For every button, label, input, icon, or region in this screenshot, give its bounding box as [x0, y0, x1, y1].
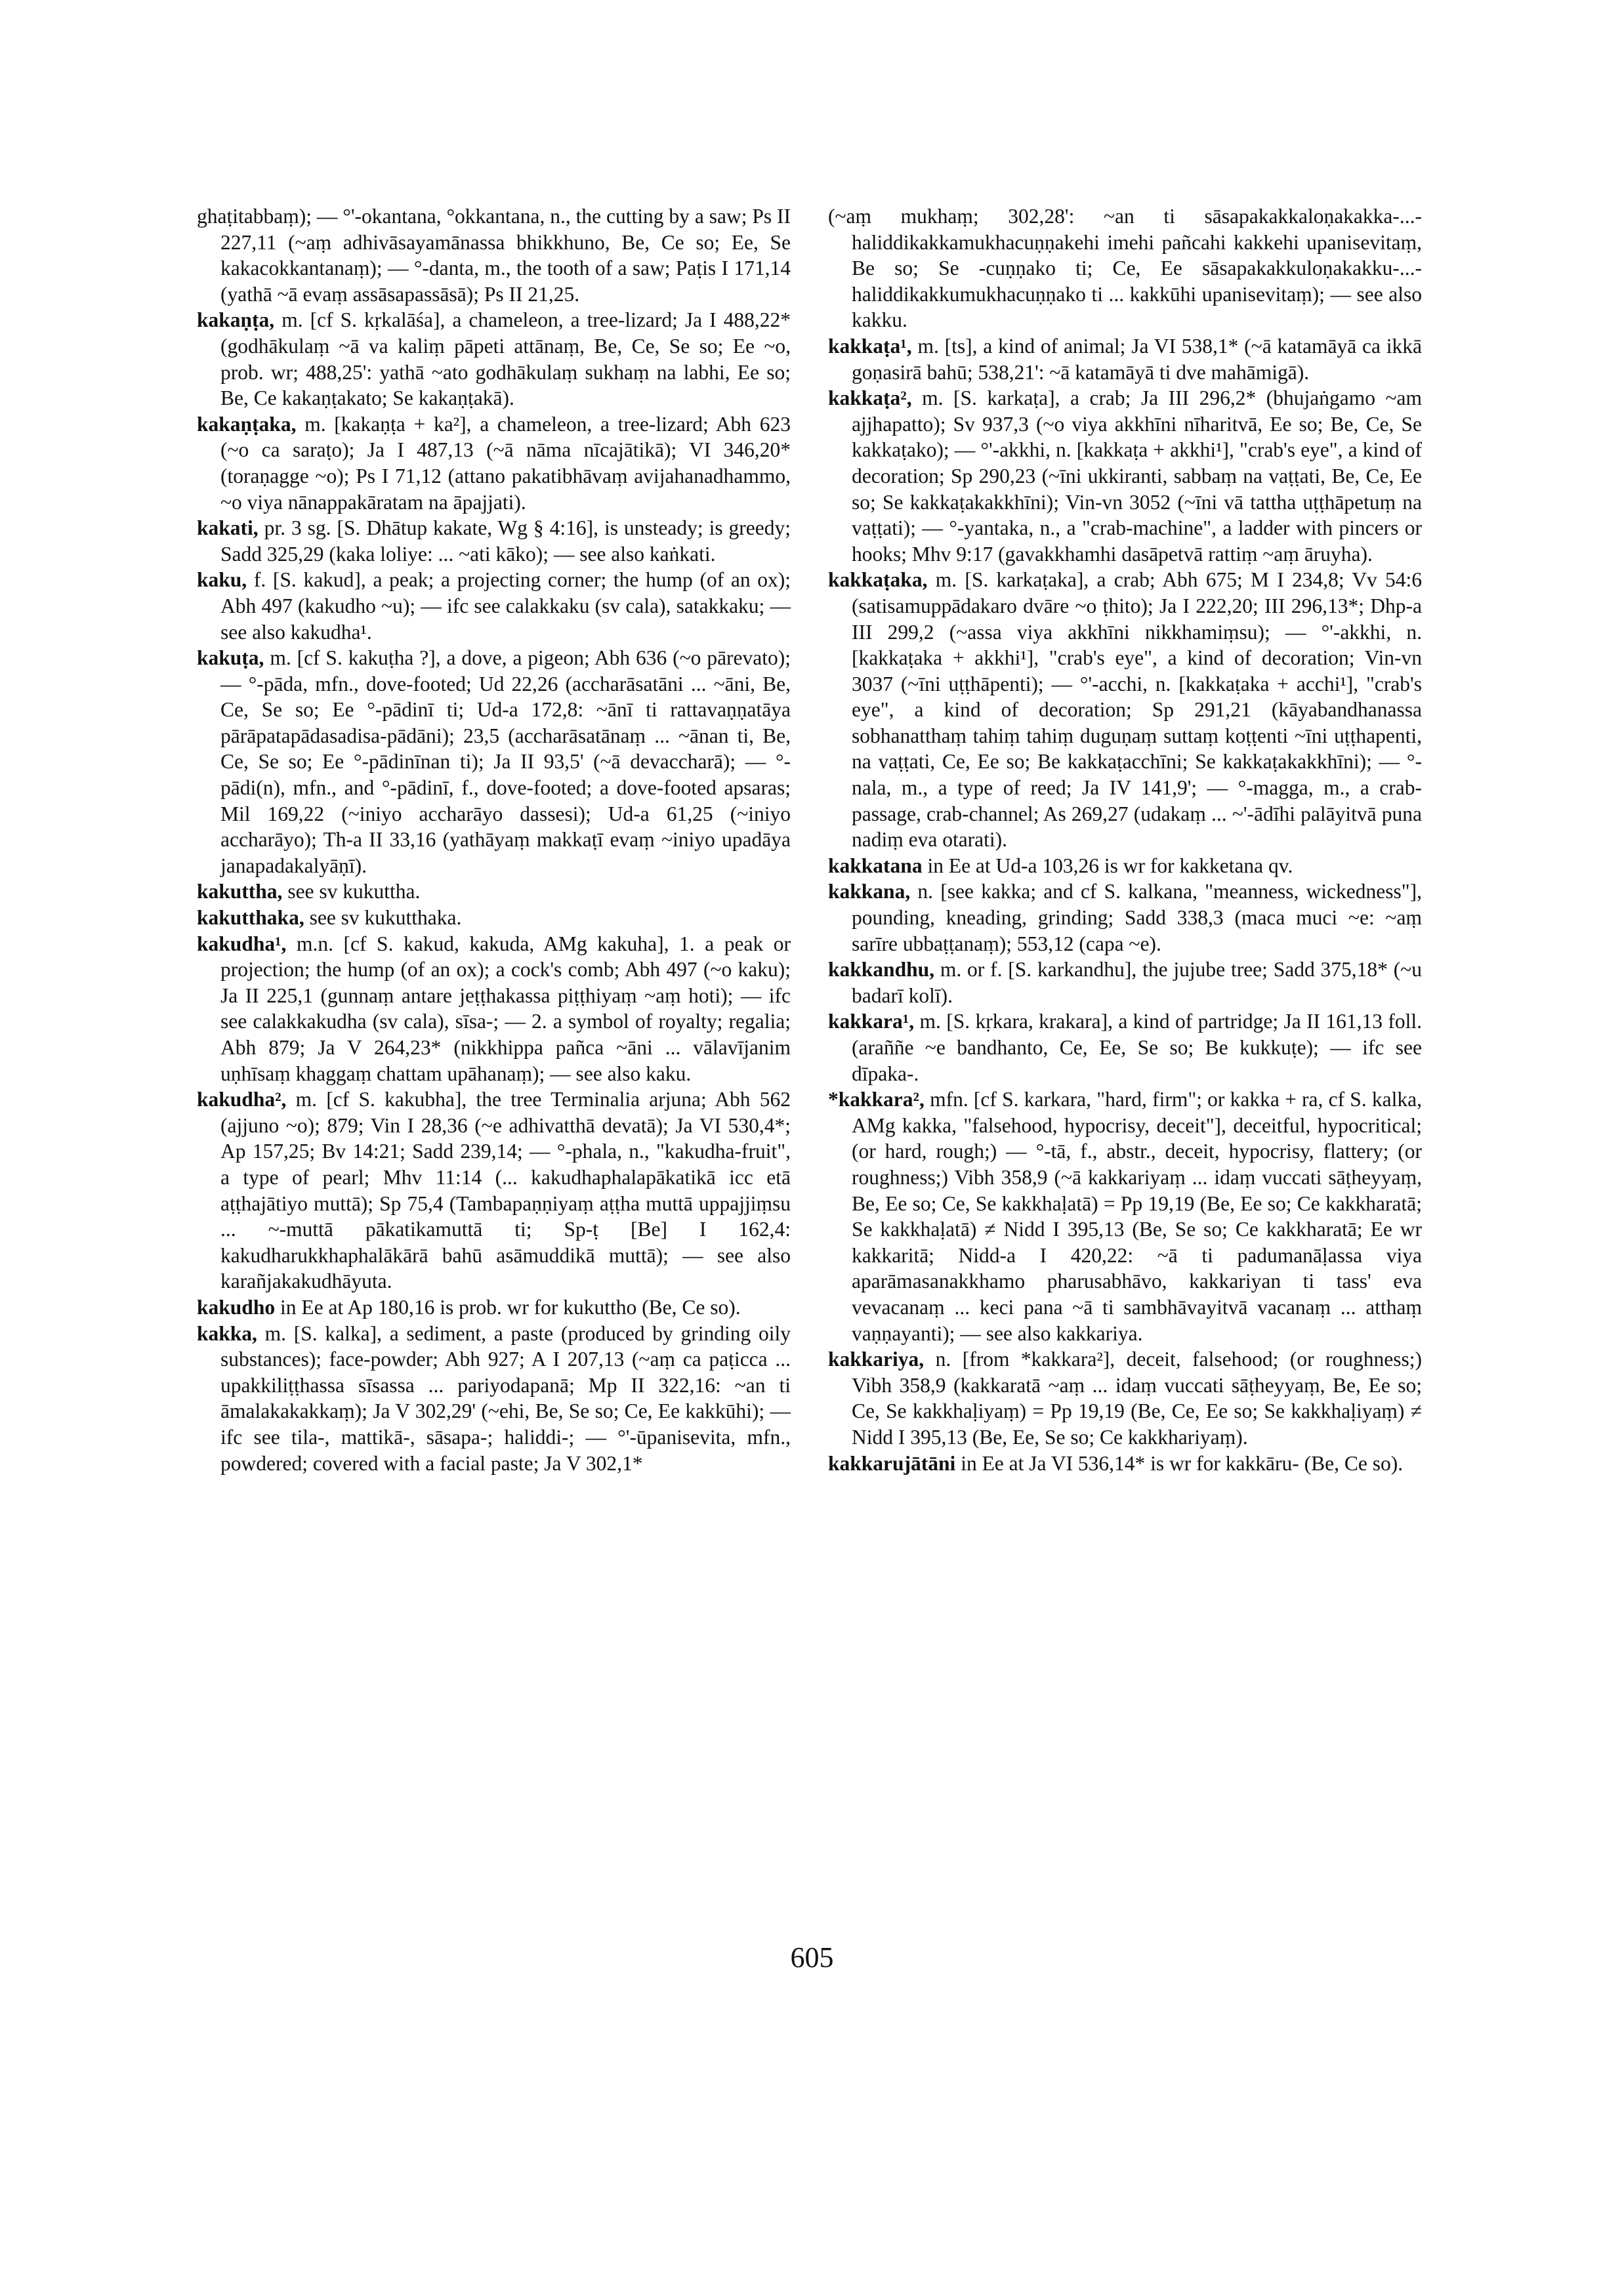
dictionary-entry	[828, 1008, 1422, 1086]
entry-headword: kakkarujātāni	[828, 1451, 956, 1475]
entry-headword: kakkara¹,	[828, 1010, 915, 1033]
dictionary-entry	[197, 515, 791, 567]
dictionary-entry	[197, 567, 791, 645]
entry-body: m.n. [cf S. kakud, kakuda, AMg kakuha], 1. a peak or projection; the hump (of an ox); a cock's comb; Abh 497 (~o kaku); Ja II 225,1 (gunnaṃ antare jeṭṭhakassa piṭṭhiyaṃ ~aṃ hoti); — ifc see calakkakudha (sv cala), sīsa-; — 2. a symbol of royalty; regalia; Abh 879; Ja V 264,23* (nikkhippa pañca ~āni ... vālavījanim uṇhīsaṃ khaggaṃ chattam upāhanaṃ); — see also kaku.	[220, 932, 791, 1085]
entry-headword: kakaṇṭa,	[197, 308, 275, 332]
entry-headword: kakudho	[197, 1295, 276, 1319]
entry-body: m. [cf S. kakuṭha ?], a dove, a pigeon; Abh 636 (~o pārevato); — °-pāda, mfn., dove-footed; Ud 22,26 (accharāsatāni ... ~āni, Be, Ce, Se so; Ee °-pādinī ti; Ud-a 172,8: ~ānī ti rattavaṇṇatāya pārāpatapādasadisa-pādāni); 23,5 (accharāsatānaṃ ... ~ānan ti, Be, Ce, Se so; Ee °-pādinīnan ti); Ja II 93,5' (~ā devaccharā); — °-pādi(n), mfn., and °-pādinī, f., dove-footed; a dove-footed apsaras; Mil 169,22 (~iniyo accharāyo dassesi); Ud-a 61,25 (~iniyo accharāyo); Th-a II 33,16 (yathāyaṃ makkaṭī evaṃ ~iniyo upadāya janapadakalyāṇī).	[220, 646, 791, 877]
entry-body: m. [S. karkaṭa], a crab; Ja III 296,2* (bhujaṅgamo ~am ajjhapatto); Sv 937,3 (~o viya akkhīni nīharitvā, Ee so; Be, Ce, Se kakkaṭako); — °'-akkhi, n. [kakkaṭa + akkhi¹], "crab's eye", a kind of decoration; Sp 290,23 (~īni ukkiranti, sabbaṃ na vaṭṭati, Be, Ce, Ee so; Se kakkaṭakakkhīni); Vin-vn 3052 (~īni vā tattha uṭṭhāpetuṃ na vaṭṭati); — °-yantaka, n., a "crab-machine", a ladder with pincers or hooks; Mhv 9:17 (gavakkhamhi dasāpetvā rattiṃ ~aṃ āruyha).	[852, 386, 1423, 566]
entry-body: m. [S. kṛkara, krakara], a kind of partridge; Ja II 161,13 foll. (araññe ~e bandhanto, Ce, Ee, Se so; Be kukkuṭe); — ifc see dīpaka-.	[852, 1010, 1423, 1085]
dictionary-entry	[197, 905, 791, 931]
entry-body: m. [cf S. kṛkalāśa], a chameleon, a tree-lizard; Ja I 488,22* (godhākulaṃ ~ā va kaliṃ pāpeti attānaṃ, Be, Ce, Se so; Ee ~o, prob. wr; 488,25': yathā ~ato godhākulaṃ sukhaṃ na labhi, Ee so; Be, Ce kakaṇṭakato; Se kakaṇṭakā).	[220, 308, 791, 410]
entry-body: n. [see kakka; and cf S. kalkana, "meanness, wickedness"], pounding, kneading, grinding; Sadd 338,3 (maca muci ~e: ~aṃ sarīre ubbaṭṭanaṃ); 553,12 (capa ~e).	[852, 880, 1422, 955]
dictionary-entry	[828, 1346, 1422, 1450]
entry-body: m. [ts], a kind of animal; Ja VI 538,1* (~ā katamāyā ca ikkā goṇasirā bahū; 538,21': ~ā katamāyā ti dve mahāmigā).	[852, 334, 1422, 384]
left-column	[197, 203, 791, 1476]
entry-headword: kakkariya,	[828, 1348, 925, 1371]
entry-headword: kakudha²,	[197, 1088, 287, 1111]
dictionary-entry	[828, 957, 1422, 1008]
dictionary-entry	[197, 203, 791, 307]
dictionary-entry	[197, 879, 791, 905]
dictionary-entry	[197, 1321, 791, 1477]
entry-headword: kakati,	[197, 516, 259, 540]
entry-headword: kaku,	[197, 568, 247, 592]
entry-headword: kakkandhu,	[828, 958, 935, 982]
entry-headword: kakka,	[197, 1321, 257, 1345]
entry-body: m. [kakaṇṭa + ka²], a chameleon, a tree-lizard; Abh 623 (~o ca saraṭo); Ja I 487,13 (~ā nāma nīcajātikā); VI 346,20* (toraṇagge ~o); Ps I 71,12 (attano pakatibhāvaṃ avijahanadhammo, ~o viya nānappakāratam na āpajjati).	[220, 412, 791, 514]
entry-body: see sv kukutthaka.	[309, 906, 462, 930]
entry-body: mfn. [cf S. karkara, "hard, firm"; or kakka + ra, cf S. kalka, AMg kakka, "falsehood, hypocrisy, deceit"], deceitful, hypocritical; (or hard, rough;) — °-tā, f., abstr., deceit, hypocrisy, flattery; (or roughness;) Vibh 358,9 (~ā kakkariyaṃ ... idaṃ vuccati sāṭheyyaṃ, Be, Ee so; Ce, Se kakkhaḷatā) = Pp 19,19 (Be, Ee so; Ce kakkharatā; Se kakkhaḷatā) ≠ Nidd I 395,13 (Be, Se so; Ce kakkharatā; Ee wr kakkaritā; Nidd-a I 420,22: ~ā ti padumanāḷassa viya aparāmasanakkhamo pharusabhāvo, kakkariyan ti tass' eva vevacanaṃ ... keci pana ~ā ti sambhāvayitvā vacanaṃ ... atthaṃ vaṇṇayanti); — see also kakkariya.	[852, 1088, 1422, 1345]
entry-body: m. [S. kalka], a sediment, a paste (produced by grinding oily substances); face-powder; Abh 927; A I 207,13 (~aṃ ca paṭicca ... upakkiliṭṭhassa sīsassa ... pariyodapanā; Mp II 322,16: ~an ti āmalakakakkaṃ); Ja V 302,29' (~ehi, Be, Se so; Ce, Ee kakkūhi); — ifc see tila-, mattikā-, sāsapa-; haliddi-; — °'-ūpanisevita, mfn., powdered; covered with a facial paste; Ja V 302,1*	[220, 1321, 791, 1475]
entry-headword: kakkana,	[828, 880, 911, 903]
entry-body: in Ee at Ja VI 536,14* is wr for kakkāru- (Be, Ce so).	[961, 1451, 1404, 1475]
dictionary-entry	[828, 1086, 1422, 1346]
entry-headword: kakkaṭa¹,	[828, 334, 912, 358]
entry-headword: kakuṭa,	[197, 646, 264, 670]
dictionary-entry	[197, 411, 791, 515]
page-number: 605	[790, 1941, 834, 1974]
entry-body: m. [cf S. kakubha], the tree Terminalia arjuna; Abh 562 (ajjuno ~o); 879; Vin I 28,36 (~e adhivatthā devatā); Ja VI 530,4*; Ap 157,25; Bv 14:21; Sadd 239,14; — °-phala, n., "kakudha-fruit", a type of pearl; Mhv 11:14 (... kakudhaphalapākatikā icc etā aṭṭhajātiyo muttā); Sp 75,4 (Tambapaṇṇiyaṃ aṭṭha muttā uppajjiṃsu ... ~-muttā pākatikamuttā ti; Sp-ṭ [Be] I 162,4: kakudharukkhaphalākārā bahū asāmuddikā muttā); — see also karañjakakudhāyuta.	[220, 1088, 791, 1293]
entry-body: ghaṭitabbaṃ); — °'-okantana, °okkantana, n., the cutting by a saw; Ps II 227,11 (~aṃ adhivāsayamānassa bhikkhuno, Be, Ce so; Ee, Se kakacokkantanaṃ); — °-danta, m., the tooth of a saw; Paṭis I 171,14 (yathā ~ā evaṃ assāsapassāsā); Ps II 21,25.	[197, 205, 791, 306]
dictionary-entry	[197, 1086, 791, 1294]
entry-headword: kakudha¹,	[197, 932, 287, 955]
entry-body: see sv kukuttha.	[287, 880, 421, 903]
dictionary-entry	[828, 385, 1422, 567]
dictionary-entry	[197, 307, 791, 411]
entry-headword: kakutthaka,	[197, 906, 304, 930]
dictionary-entry	[197, 931, 791, 1087]
entry-body: in Ee at Ud-a 103,26 is wr for kakketana qv.	[927, 854, 1293, 877]
dictionary-entry	[828, 879, 1422, 957]
entry-body: f. [S. kakud], a peak; a projecting corner; the hump (of an ox); Abh 497 (kakudho ~u); — ifc see calakkaku (sv cala), satakkaku; — see also kakudha¹.	[220, 568, 791, 644]
entry-headword: kakaṇṭaka,	[197, 412, 297, 436]
right-column	[828, 203, 1422, 1476]
entry-headword: *kakkara²,	[828, 1088, 925, 1111]
entry-headword: kakkaṭaka,	[828, 568, 928, 592]
dictionary-entry	[828, 567, 1422, 853]
entry-body: n. [from *kakkara²], deceit, falsehood; (or roughness;) Vibh 358,9 (kakkaratā ~aṃ ... idaṃ vuccati sāṭheyyaṃ, Be, Ee so; Ce, Se kakkhaḷiyaṃ) = Pp 19,19 (Be, Ce, Ee so; Se kakkhaḷiyaṃ) ≠ Nidd I 395,13 (Be, Ee, Se so; Ce kakkhariyaṃ).	[852, 1348, 1422, 1449]
dictionary-entry	[197, 1294, 791, 1321]
entry-body: pr. 3 sg. [S. Dhātup kakate, Wg § 4:16], is unsteady; is greedy; Sadd 325,29 (kaka loliye: ... ~ati kāko); — see also kaṅkati.	[220, 516, 791, 566]
entry-body: in Ee at Ap 180,16 is prob. wr for kukuttho (Be, Ce so).	[280, 1295, 741, 1319]
dictionary-entry	[828, 853, 1422, 879]
entry-body: (~aṃ mukhaṃ; 302,28': ~an ti sāsapakakkaloṇakakka-...-haliddikakkamukhacuṇṇakehi imehi pañcahi kakkehi upanisevitaṃ, Be so; Se -cuṇṇako ti; Ce, Ee sāsapakakkuloṇakakku-...-haliddikakkumukhacuṇṇako ti ... kakkūhi upanisevitaṃ); — see also kakku.	[828, 205, 1422, 332]
entry-headword: kakkatana	[828, 854, 923, 877]
entry-body: m. or f. [S. karkandhu], the jujube tree; Sadd 375,18* (~u badarī kolī).	[852, 958, 1423, 1007]
entry-headword: kakuttha,	[197, 880, 283, 903]
entry-headword: kakkaṭa²,	[828, 386, 912, 410]
dictionary-entry	[828, 1451, 1422, 1477]
dictionary-entry	[828, 203, 1422, 333]
entry-body: m. [S. karkaṭaka], a crab; Abh 675; M I 234,8; Vv 54:6 (satisamuppādakaro dvāre ~o ṭhito); Ja I 222,20; III 296,13*; Dhp-a III 299,2 (~assa viya akkhīni nikkhamiṃsu); — °'-akkhi, n. [kakkaṭaka + akkhi¹], "crab's eye", a kind of decoration; Vin-vn 3037 (~īni uṭṭhāpenti); — °'-acchi, n. [kakkaṭaka + acchi¹], "crab's eye", a kind of decoration; Sp 291,21 (kāyabandhanassa sobhanatthaṃ tahiṃ tahiṃ duguṇaṃ suttaṃ koṭṭenti ~īni uṭṭhapenti, na vaṭṭati, Ce, Ee so; Be kakkaṭacchīni; Se kakkaṭakakkhīni); — °-nala, m., a type of reed; Ja IV 141,9'; — °-magga, m., a crab-passage, crab-channel; As 269,27 (udakaṃ ... ~'-ādīhi palāyitvā puna nadiṃ eva otarati).	[852, 568, 1422, 852]
dictionary-entry	[828, 333, 1422, 385]
dictionary-entry	[197, 645, 791, 879]
